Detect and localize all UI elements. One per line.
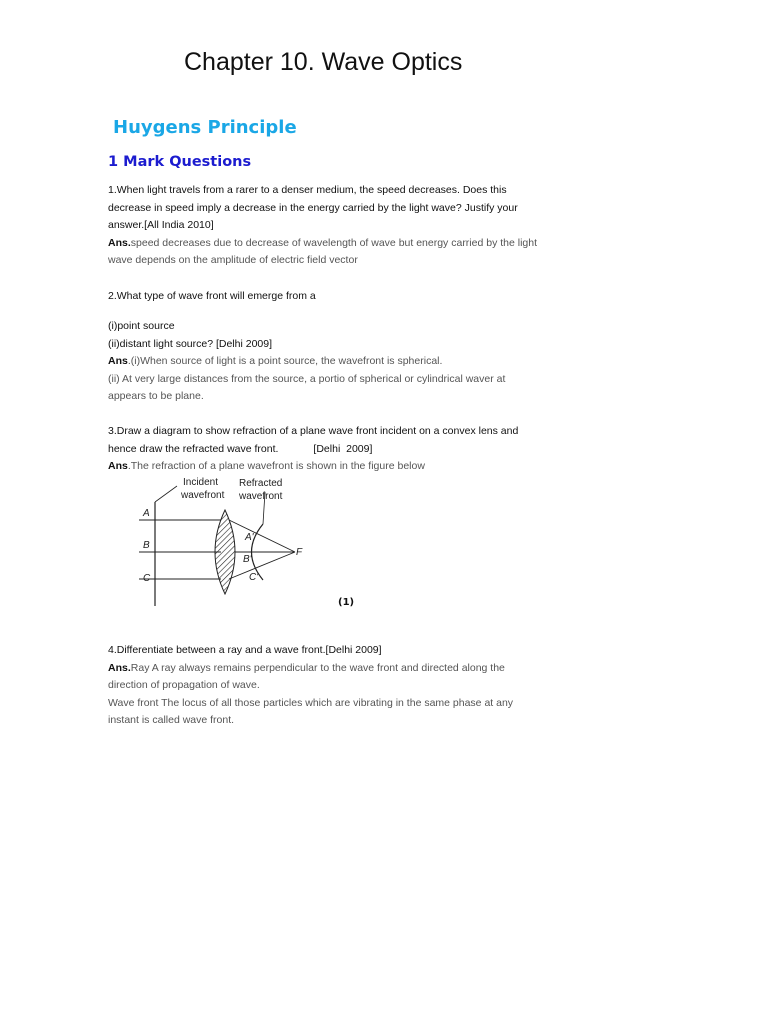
q3-line-1: 3.Draw a diagram to show refraction of a plane wave front incident on a convex lens and: [108, 425, 519, 437]
section-title: Huygens Principle: [113, 117, 297, 138]
label-incident: Incident: [183, 477, 219, 488]
label-b-prime: B': [243, 554, 252, 565]
label-f: F: [296, 547, 303, 558]
q1-line-3: answer.[All India 2010]: [108, 219, 214, 231]
question-4: [108, 642, 578, 730]
question-3: [108, 423, 578, 476]
q2-intro: 2.What type of wave front will emerge from a: [108, 290, 316, 302]
chapter-title: Chapter 10. Wave Optics: [184, 48, 463, 76]
incident-label-leader: [155, 486, 177, 502]
q3-ans-label: Ans: [108, 460, 128, 472]
mark-indicator: (1): [338, 597, 355, 608]
q2-part-2: (ii)distant light source? [Delhi 2009]: [108, 337, 273, 350]
q4-ans-label: Ans.: [108, 661, 131, 674]
q4-ans-line-3: Wave front The locus of all those particles which are vibrating in the same phase at any: [108, 696, 514, 709]
label-c-prime: C': [249, 572, 259, 583]
q2-ans-line-2: (ii) At very large distances from the source, a portio of spherical or cylindrical waver at: [108, 372, 506, 385]
q1-line-1: 1.When light travels from a rarer to a denser medium, the speed decreases. Does this: [108, 184, 507, 196]
q4-ans-line-4: instant is called wave front.: [108, 714, 235, 726]
convex-lens: [215, 510, 235, 594]
label-refracted-wavefront: wavefront: [239, 491, 283, 502]
q3-line-2: hence draw the refracted wave front. [Delhi 2009]: [108, 442, 373, 455]
question-2-parts: [108, 318, 578, 406]
refracted-ray-c: [229, 552, 295, 579]
label-refracted: Refracted: [239, 478, 283, 489]
q1-ans-line-2: wave depends on the amplitude of electric field vector: [108, 254, 358, 266]
q3-ans-text: .The refraction of a plane wavefront is shown in the figure below: [127, 460, 425, 472]
question-2: [108, 288, 578, 306]
q1-ans-line-1: speed decreases due to decrease of wavelength of wave but energy carried by the light: [130, 236, 538, 249]
q2-part-1: (i)point source: [108, 320, 175, 332]
label-a-prime: A': [245, 532, 254, 543]
q2-ans-label: Ans: [108, 355, 128, 367]
q4-question: 4.Differentiate between a ray and a wave front.[Delhi 2009]: [108, 644, 382, 656]
q4-ans-line-1: Ray A ray always remains perpendicular to the wave front and directed along the: [130, 661, 505, 674]
q2-ans-line-1: .(i)When source of light is a point source, the wavefront is spherical.: [127, 355, 443, 367]
question-1: [108, 182, 578, 270]
q4-ans-line-2: direction of propagation of wave.: [108, 679, 260, 691]
q1-line-2: decrease in speed imply a decrease in the energy carried by the light wave? Justify your: [108, 201, 518, 214]
label-incident-wavefront: wavefront: [181, 490, 225, 501]
label-a: A: [143, 508, 150, 519]
label-b: B: [143, 540, 150, 551]
q1-ans-label: Ans.: [108, 236, 131, 249]
subsection-title: 1 Mark Questions: [108, 154, 252, 170]
label-c: C: [143, 573, 151, 584]
q2-ans-line-3: appears to be plane.: [108, 390, 204, 402]
refraction-diagram: [125, 474, 335, 614]
